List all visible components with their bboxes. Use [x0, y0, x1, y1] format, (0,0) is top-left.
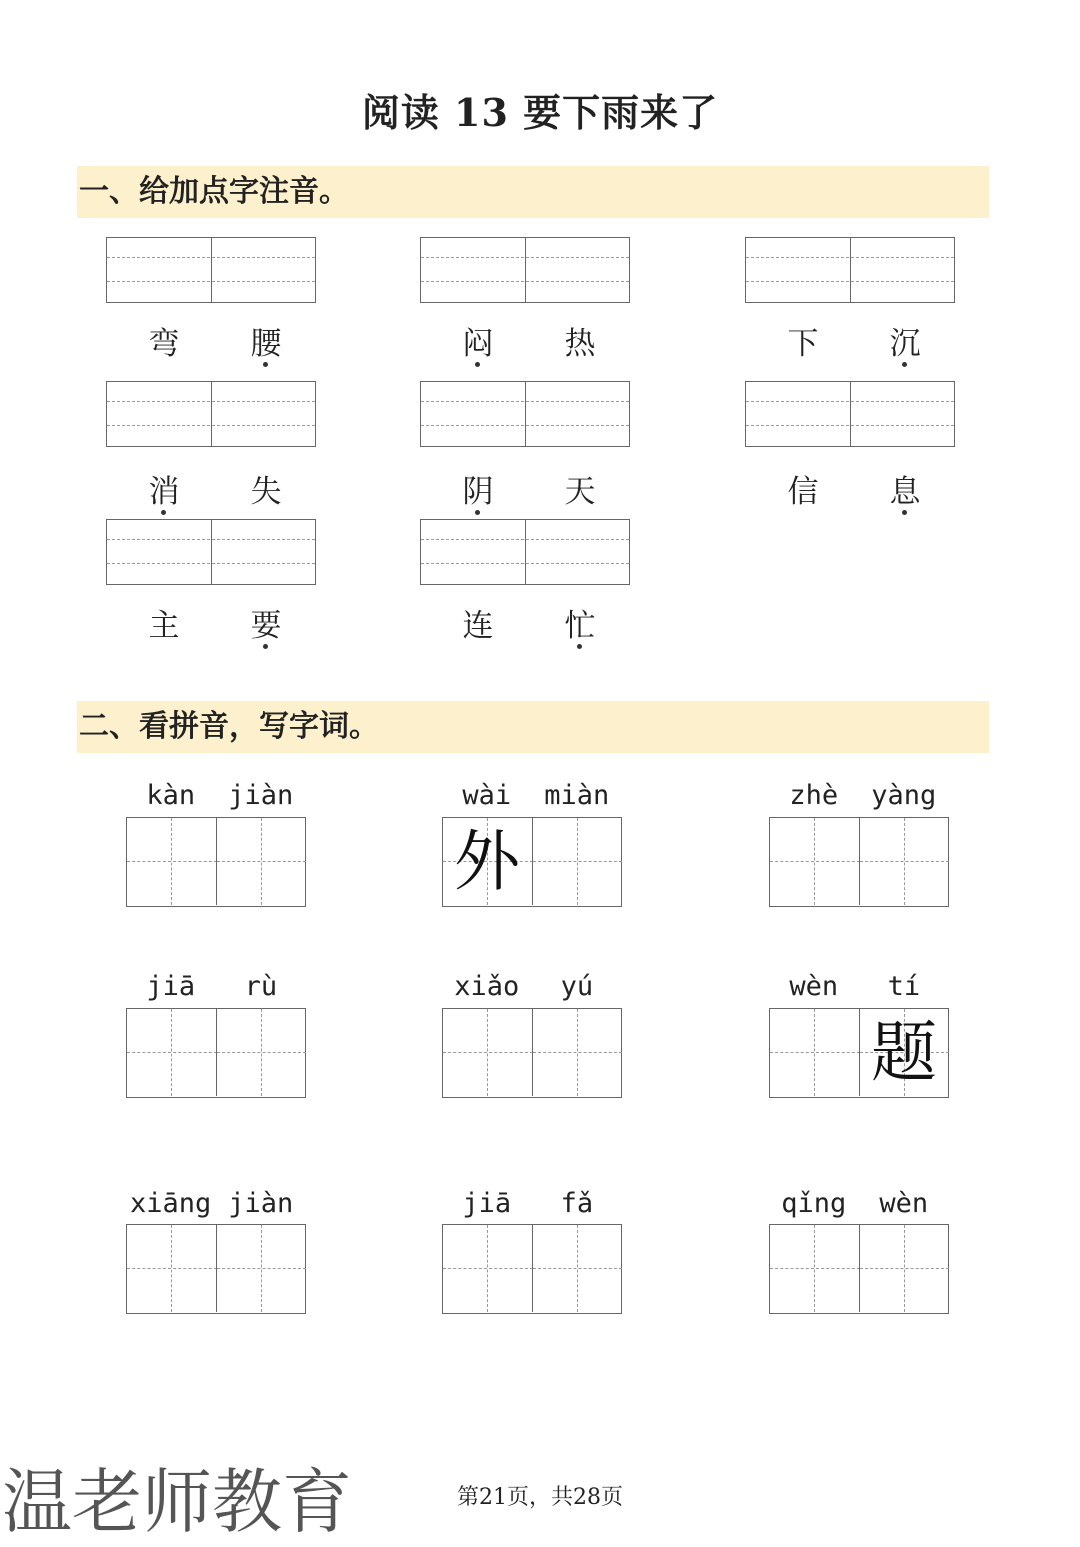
- writing-cell[interactable]: [859, 1009, 949, 1096]
- sample-character: [127, 1225, 215, 1312]
- pinyin-syllable: rù: [244, 971, 278, 1002]
- tianzige-grid[interactable]: [126, 1008, 306, 1098]
- section-1-heading: 一、给加点字注音。: [77, 166, 989, 218]
- sample-character: [533, 818, 621, 905]
- pinyin-syllable: miàn: [544, 780, 610, 811]
- pinyin-label: [442, 971, 642, 1005]
- section-2-heading: 二、看拼音，写字词。: [77, 701, 989, 753]
- pinyin-answer-box[interactable]: [106, 381, 316, 447]
- pinyin-answer-box[interactable]: [420, 381, 630, 447]
- pinyin-syllable: wèn: [879, 1188, 929, 1219]
- writing-cell[interactable]: [127, 1009, 217, 1096]
- word-characters: [745, 318, 955, 362]
- page-title: 阅读 13 要下雨来了: [361, 90, 719, 135]
- pinyin-answer-box[interactable]: [745, 381, 955, 447]
- sample-character: [127, 818, 215, 905]
- character: 弯: [148, 326, 180, 362]
- character: 沉: [885, 318, 925, 363]
- writing-cell[interactable]: [127, 818, 217, 905]
- pinyin-syllable: tí: [887, 971, 921, 1002]
- emphasis-dot: [263, 644, 268, 649]
- writing-cell[interactable]: [859, 1225, 949, 1312]
- pinyin-answer-box[interactable]: [106, 237, 316, 303]
- sample-character: [770, 1225, 858, 1312]
- writing-cell[interactable]: [216, 1225, 306, 1312]
- sample-character: [217, 818, 305, 905]
- tianzige-grid[interactable]: [126, 1224, 306, 1314]
- word-characters: [420, 318, 630, 362]
- tianzige-grid[interactable]: [442, 1008, 622, 1098]
- emphasis-dot: [902, 510, 907, 515]
- pinyin-label: [126, 1188, 326, 1222]
- writing-cell[interactable]: [216, 1009, 306, 1096]
- pinyin-label: [769, 1188, 969, 1222]
- sample-character: [127, 1009, 215, 1096]
- character: 忙: [560, 600, 600, 645]
- character: 阴: [458, 466, 498, 511]
- writing-cell[interactable]: [770, 1009, 860, 1096]
- pinyin-answer-box[interactable]: [420, 237, 630, 303]
- tianzige-grid[interactable]: [769, 817, 949, 907]
- tianzige-grid[interactable]: [769, 1008, 949, 1098]
- tianzige-grid[interactable]: [442, 817, 622, 907]
- emphasis-dot: [161, 510, 166, 515]
- pinyin-syllable: jiā: [146, 971, 196, 1002]
- sample-character: [443, 1009, 531, 1096]
- tianzige-grid[interactable]: [442, 1224, 622, 1314]
- character: 消: [144, 466, 184, 511]
- pinyin-syllable: kàn: [146, 780, 196, 811]
- writing-cell[interactable]: [127, 1225, 217, 1312]
- pinyin-answer-box[interactable]: [420, 519, 630, 585]
- writing-cell[interactable]: [770, 818, 860, 905]
- emphasis-dot: [577, 644, 582, 649]
- sample-character: [533, 1225, 621, 1312]
- writing-cell[interactable]: [532, 1225, 622, 1312]
- character: 下: [787, 326, 819, 362]
- writing-cell[interactable]: [443, 818, 533, 905]
- pinyin-label: [442, 1188, 642, 1222]
- pinyin-label: [769, 971, 969, 1005]
- character: 腰: [246, 318, 286, 363]
- sample-character: [217, 1009, 305, 1096]
- word-characters: [745, 466, 955, 510]
- writing-cell[interactable]: [859, 818, 949, 905]
- character: 主: [148, 608, 180, 644]
- character: 要: [246, 600, 286, 645]
- word-characters: [106, 466, 316, 510]
- pinyin-label: [442, 780, 642, 814]
- tianzige-grid[interactable]: [126, 817, 306, 907]
- pinyin-syllable: wài: [462, 780, 512, 811]
- page-footer: 第21页，共28页: [457, 1485, 623, 1510]
- sample-character: 外: [454, 823, 520, 900]
- pinyin-syllable: zhè: [789, 780, 839, 811]
- emphasis-dot: [902, 362, 907, 367]
- pinyin-syllable: xiǎo: [454, 971, 520, 1002]
- word-characters: [106, 318, 316, 362]
- character: 息: [885, 466, 925, 511]
- word-characters: [420, 466, 630, 510]
- character: 信: [787, 474, 819, 510]
- pinyin-answer-box[interactable]: [106, 519, 316, 585]
- sample-character: [217, 1225, 305, 1312]
- sample-character: 题: [871, 1014, 937, 1091]
- character: 天: [564, 474, 596, 510]
- character: 热: [564, 326, 596, 362]
- writing-cell[interactable]: [532, 818, 622, 905]
- sample-character: [860, 818, 948, 905]
- character: 连: [462, 608, 494, 644]
- writing-cell[interactable]: [532, 1009, 622, 1096]
- character: 失: [250, 474, 282, 510]
- emphasis-dot: [263, 362, 268, 367]
- pinyin-syllable: fǎ: [560, 1188, 594, 1219]
- pinyin-syllable: yú: [560, 971, 594, 1002]
- pinyin-syllable: xiāng: [130, 1188, 212, 1219]
- pinyin-label: [126, 971, 326, 1005]
- sample-character: [770, 1009, 858, 1096]
- pinyin-syllable: jiàn: [228, 1188, 294, 1219]
- pinyin-answer-box[interactable]: [745, 237, 955, 303]
- emphasis-dot: [475, 362, 480, 367]
- sample-character: [533, 1009, 621, 1096]
- word-characters: [420, 600, 630, 644]
- emphasis-dot: [475, 510, 480, 515]
- pinyin-syllable: wèn: [789, 971, 839, 1002]
- sample-character: [770, 818, 858, 905]
- pinyin-label: [769, 780, 969, 814]
- writing-cell[interactable]: [770, 1225, 860, 1312]
- character: 闷: [458, 318, 498, 363]
- sample-character: [860, 1225, 948, 1312]
- writing-cell[interactable]: [216, 818, 306, 905]
- pinyin-syllable: jiàn: [228, 780, 294, 811]
- sample-character: [443, 1225, 531, 1312]
- pinyin-syllable: yàng: [871, 780, 937, 811]
- writing-cell[interactable]: [443, 1009, 533, 1096]
- pinyin-syllable: qǐng: [781, 1188, 847, 1219]
- pinyin-label: [126, 780, 326, 814]
- writing-cell[interactable]: [443, 1225, 533, 1312]
- tianzige-grid[interactable]: [769, 1224, 949, 1314]
- pinyin-syllable: jiā: [462, 1188, 512, 1219]
- word-characters: [106, 600, 316, 644]
- watermark: 温老师教育: [2, 1461, 352, 1543]
